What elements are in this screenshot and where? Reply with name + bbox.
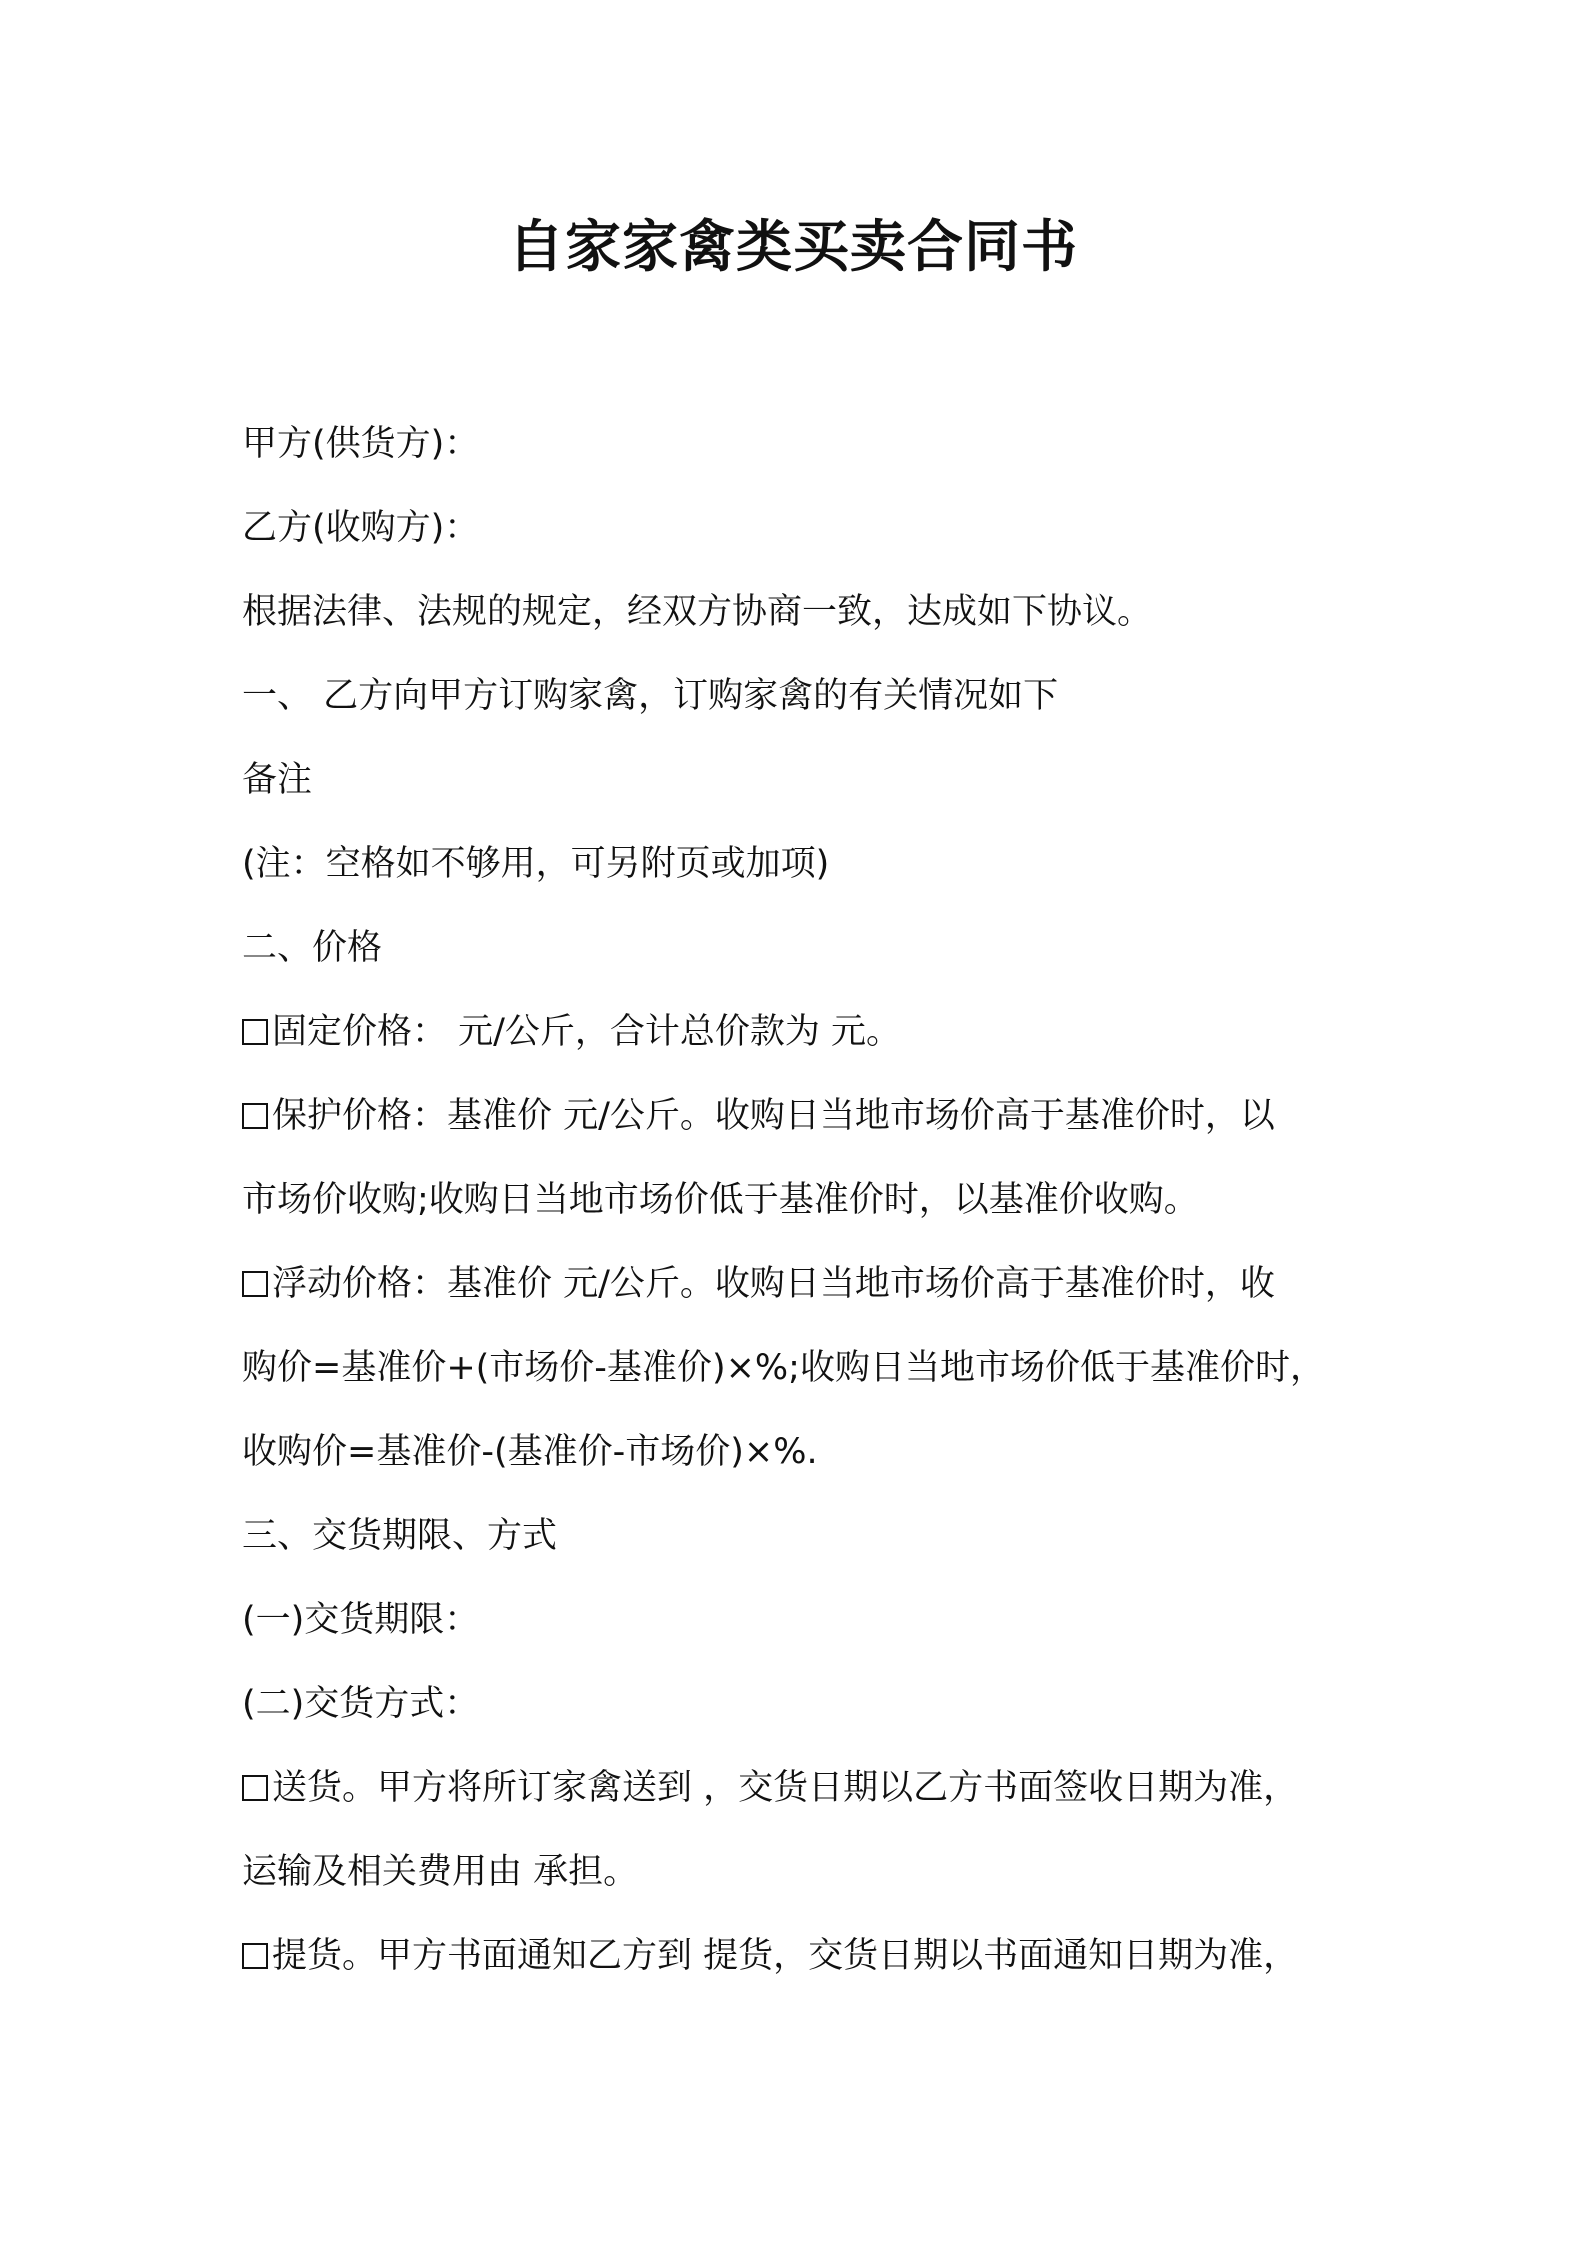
contract-line — [242, 1410, 1402, 1494]
contract-line-text: (二)交货方式： — [242, 1684, 480, 1724]
contract-line-text: 提货。甲方书面通知乙方到 提货，交货日期以书面通知日期为准， — [272, 1936, 1299, 1976]
contract-line — [242, 402, 1402, 486]
document-title: 自家家禽类买卖合同书 — [508, 215, 1078, 280]
contract-line — [242, 570, 1402, 654]
contract-line-text: 保护价格：基准价 元/公斤。收购日当地市场价高于基准价时，以 — [272, 1096, 1275, 1136]
checkbox-icon[interactable] — [242, 1019, 268, 1045]
contract-line — [242, 654, 1402, 738]
document-body — [242, 402, 1402, 1998]
contract-line-text: 甲方(供货方)： — [242, 424, 480, 464]
contract-line-text: 一、 乙方向甲方订购家禽，订购家禽的有关情况如下 — [242, 676, 1059, 716]
contract-line — [242, 906, 1402, 990]
contract-line — [242, 1914, 1402, 1998]
contract-line-text: 市场价收购;收购日当地市场价低于基准价时，以基准价收购。 — [242, 1180, 1199, 1220]
contract-line-text: (注：空格如不够用，可另附页或加项) — [242, 844, 830, 884]
contract-line — [242, 822, 1402, 906]
contract-line-text: (一)交货期限： — [242, 1600, 480, 1640]
contract-line-text: 购价=基准价+(市场价-基准价)×%;收购日当地市场价低于基准价时， — [242, 1348, 1325, 1388]
contract-line — [242, 1494, 1402, 1578]
contract-line — [242, 486, 1402, 570]
contract-line-text: 固定价格： 元/公斤，合计总价款为 元。 — [272, 1012, 902, 1052]
contract-line-text: 根据法律、法规的规定，经双方协商一致，达成如下协议。 — [242, 592, 1153, 632]
contract-line-text: 浮动价格：基准价 元/公斤。收购日当地市场价高于基准价时，收 — [272, 1264, 1275, 1304]
checkbox-icon[interactable] — [242, 1103, 268, 1129]
contract-line — [242, 1242, 1402, 1326]
contract-line-text: 备注 — [242, 760, 313, 800]
contract-line-text: 二、价格 — [242, 928, 383, 968]
contract-line — [242, 990, 1402, 1074]
contract-line — [242, 1578, 1402, 1662]
contract-line-text: 收购价=基准价-(基准价-市场价)×%. — [242, 1432, 818, 1472]
contract-line — [242, 1662, 1402, 1746]
contract-line — [242, 738, 1402, 822]
checkbox-icon[interactable] — [242, 1775, 268, 1801]
contract-line — [242, 1746, 1402, 1830]
checkbox-icon[interactable] — [242, 1271, 268, 1297]
contract-line — [242, 1074, 1402, 1158]
contract-line — [242, 1830, 1402, 1914]
checkbox-icon[interactable] — [242, 1943, 268, 1969]
contract-line-text: 三、交货期限、方式 — [242, 1516, 558, 1556]
contract-line — [242, 1326, 1402, 1410]
contract-line-text: 运输及相关费用由 承担。 — [242, 1852, 639, 1892]
contract-line-text: 送货。甲方将所订家禽送到 ，交货日期以乙方书面签收日期为准， — [272, 1768, 1299, 1808]
contract-line-text: 乙方(收购方)： — [242, 508, 480, 548]
contract-line — [242, 1158, 1402, 1242]
